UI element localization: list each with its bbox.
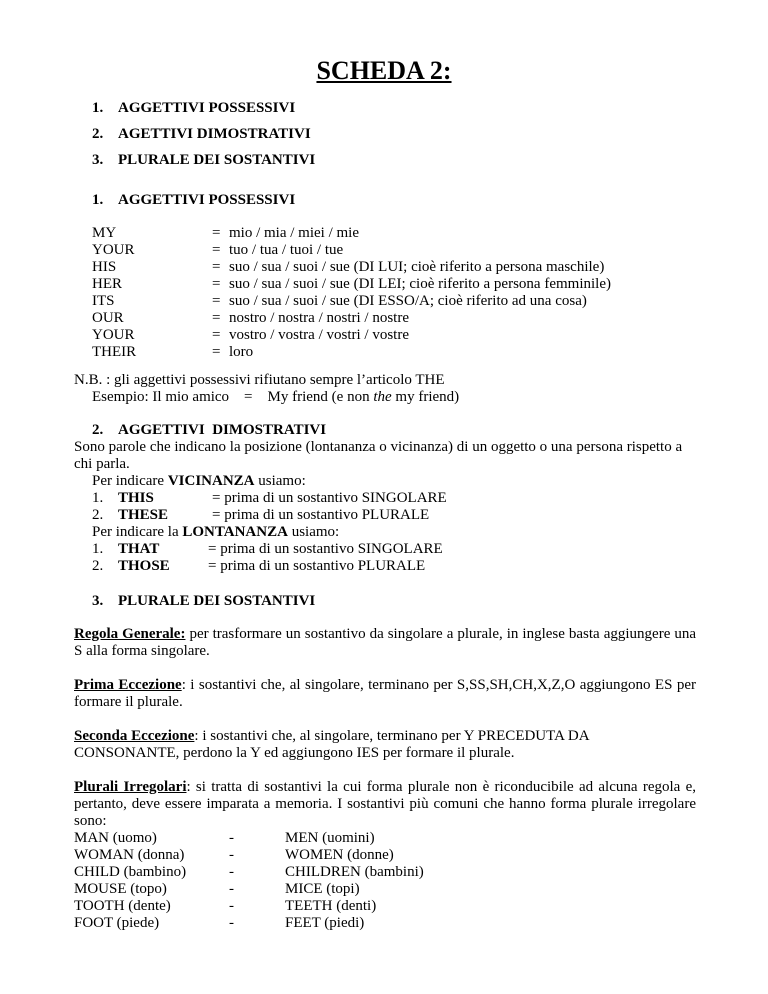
first-exception-paragraph (74, 677, 696, 711)
demonstrative-word: THIS (118, 490, 154, 506)
irregular-plural: MICE (topi) (285, 881, 360, 897)
far-intro (92, 524, 339, 541)
section-1-heading: AGGETTIVI POSSESSIVI (118, 192, 296, 208)
near-intro-prefix: Per indicare (92, 473, 168, 489)
possessive-it: suo / sua / suoi / sue (DI ESSO/A; cioè riferito ad una cosa) (229, 293, 587, 309)
equals-sign: = (212, 344, 221, 360)
possessive-it: vostro / vostra / vostri / vostre (229, 327, 409, 343)
general-rule-label: Regola Generale: (74, 626, 186, 642)
equals-sign: = (212, 242, 221, 258)
second-exception-paragraph (74, 728, 634, 762)
second-exception-label: Seconda Eccezione (74, 728, 195, 744)
possessive-it: nostro / nostra / nostri / nostre (229, 310, 409, 326)
demonstrative-word: THESE (118, 507, 169, 523)
irregular-dash: - (229, 864, 234, 880)
list-number: 1. (92, 541, 104, 557)
far-keyword: LONTANANZA (182, 524, 288, 540)
first-exception-text: : i sostantivi che, al singolare, terminano per S,SS,SH,CH,X,Z,O aggiungono ES per formare il plurale. (74, 677, 696, 710)
section-2-heading: AGGETTIVI DIMOSTRATIVI (118, 422, 327, 438)
section-heading-number: 1. (92, 192, 104, 208)
irregular-singular: FOOT (piede) (74, 915, 160, 931)
irregular-singular: WOMAN (donna) (74, 847, 185, 863)
irregular-dash: - (229, 847, 234, 863)
demonstrative-definition: = prima di un sostantivo SINGOLARE (212, 490, 447, 506)
irregular-singular: TOOTH (dente) (74, 898, 171, 914)
far-intro-suffix: usiamo: (287, 524, 340, 540)
toc-number: 1. (92, 100, 104, 116)
possessive-it: loro (229, 344, 254, 360)
irregular-dash: - (229, 898, 234, 914)
demonstrative-word: THOSE (118, 558, 170, 574)
possessive-en: YOUR (92, 327, 135, 343)
irregular-plurals-text: : si tratta di sostantivi la cui forma plurale non è riconducibile ad alcuna regola e, pertanto, deve essere imparata a memoria. I sostantivi più comuni che hanno forma plurale irregolare sono: (74, 779, 696, 829)
irregular-plurals-paragraph (74, 779, 696, 830)
irregular-plural: MEN (uomini) (285, 830, 375, 846)
irregular-plural: CHILDREN (bambini) (285, 864, 424, 880)
possessive-en: OUR (92, 310, 124, 326)
irregular-plural: TEETH (denti) (285, 898, 377, 914)
section-heading-number: 3. (92, 593, 104, 609)
demonstrative-definition: = prima di un sostantivo SINGOLARE (208, 541, 443, 557)
section-heading-number: 2. (92, 422, 104, 438)
irregular-dash: - (229, 881, 234, 897)
near-intro-suffix: usiamo: (254, 473, 306, 489)
equals-sign: = (212, 276, 221, 292)
possessive-it: suo / sua / suoi / sue (DI LUI; cioè riferito a persona maschile) (229, 259, 605, 275)
nota-bene: N.B. : gli aggettivi possessivi rifiutano sempre l’articolo THE (74, 372, 445, 388)
possessive-en: ITS (92, 293, 115, 309)
demonstrative-definition: = prima di un sostantivo PLURALE (212, 507, 430, 523)
example-italic-the: the (373, 389, 392, 405)
irregular-dash: - (229, 830, 234, 846)
example-line (92, 389, 459, 406)
list-number: 1. (92, 490, 104, 506)
irregular-plural: WOMEN (donne) (285, 847, 394, 863)
irregular-singular: CHILD (bambino) (74, 864, 187, 880)
possessive-en: THEIR (92, 344, 137, 360)
irregular-plurals-label: Plurali Irregolari (74, 779, 187, 795)
far-intro-prefix: Per indicare la (92, 524, 183, 540)
near-intro (92, 473, 306, 490)
example-suffix: my friend) (391, 389, 460, 405)
list-number: 2. (92, 558, 104, 574)
equals-sign: = (212, 293, 221, 309)
irregular-singular: MAN (uomo) (74, 830, 157, 846)
demonstrative-definition: = prima di un sostantivo PLURALE (208, 558, 426, 574)
toc-number: 3. (92, 152, 104, 168)
first-exception-label: Prima Eccezione (74, 677, 182, 693)
section-3-heading: PLURALE DEI SOSTANTIVI (118, 593, 316, 609)
toc-number: 2. (92, 126, 104, 142)
page-title: SCHEDA 2: (316, 56, 452, 85)
toc-item-2: AGETTIVI DIMOSTRATIVI (118, 126, 311, 142)
possessive-it: tuo / tua / tuoi / tue (229, 242, 344, 258)
irregular-plural: FEET (piedi) (285, 915, 365, 931)
demonstrative-word: THAT (118, 541, 160, 557)
equals-sign: = (212, 327, 221, 343)
general-rule-paragraph (74, 626, 696, 660)
section-2-description: Sono parole che indicano la posizione (lontananza o vicinanza) di un oggetto o una persona rispetto a chi parla. (74, 439, 683, 472)
possessive-en: HIS (92, 259, 117, 275)
equals-sign: = (212, 225, 221, 241)
general-rule-text: per trasformare un sostantivo da singolare a plurale, in inglese basta aggiungere una S alla forma singolare. (74, 626, 697, 659)
list-number: 2. (92, 507, 104, 523)
possessive-it: mio / mia / miei / mie (229, 225, 359, 241)
toc-item-1: AGGETTIVI POSSESSIVI (118, 100, 296, 116)
equals-sign: = (212, 259, 221, 275)
possessive-en: MY (92, 225, 117, 241)
possessive-it: suo / sua / suoi / sue (DI LEI; cioè riferito a persona femminile) (229, 276, 611, 292)
possessive-en: HER (92, 276, 122, 292)
example-prefix: Esempio: Il mio amico = My friend (e non (92, 389, 374, 405)
toc-item-3: PLURALE DEI SOSTANTIVI (118, 152, 316, 168)
equals-sign: = (212, 310, 221, 326)
possessive-en: YOUR (92, 242, 135, 258)
second-exception-text: : i sostantivi che, al singolare, terminano per Y PRECEDUTA DA CONSONANTE, perdono la Y ed aggiungono IES per formare il plurale. (74, 728, 589, 761)
irregular-singular: MOUSE (topo) (74, 881, 167, 897)
near-keyword: VICINANZA (167, 473, 255, 489)
irregular-dash: - (229, 915, 234, 931)
